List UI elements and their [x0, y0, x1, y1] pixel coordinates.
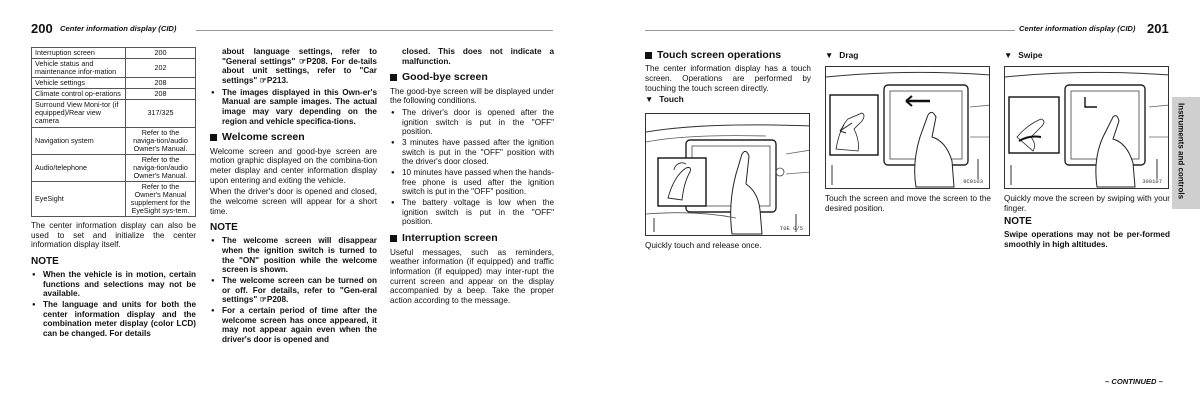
table-cell-item: Vehicle settings [32, 78, 126, 89]
note-list-continued [210, 88, 377, 127]
intro-paragraph: The center information display can also be used to set and initialize the center information display itself. [31, 221, 196, 250]
note-list [31, 270, 196, 339]
note2-heading: NOTE [210, 222, 238, 234]
swipe-drawing [1005, 67, 1169, 189]
header-rule-left [196, 30, 553, 31]
interruption-paragraph: Useful messages, such as reminders, weather information (if equipped) and traffic information (if equipped) may inter-rupt the current screen and appear on the display accompanied by a beep. Take the proper action according to the message. [390, 247, 554, 305]
table-row [32, 78, 196, 89]
table-row [32, 127, 196, 154]
swipe-note-heading: NOTE [1004, 216, 1032, 228]
swipe-heading: ▼ Swipe [1004, 50, 1043, 60]
table-cell-item: Navigation system [32, 127, 126, 154]
note2-continuation: closed. This does not indicate a malfunction. [402, 47, 554, 66]
table-cell-reference: Refer to the Owner's Manual supplement for the EyeSight sys-tem. [126, 181, 196, 216]
table-row [32, 100, 196, 127]
drag-illustration [825, 66, 990, 189]
square-bullet-icon [210, 134, 217, 141]
table-cell-item: Interruption screen [32, 48, 126, 59]
drag-caption: Touch the screen and move the screen to the desired position. [825, 194, 991, 213]
table-cell-item: Audio/telephone [32, 154, 126, 181]
table-cell-item: EyeSight [32, 181, 126, 216]
table-cell-reference: Refer to the naviga-tion/audio Owner's Manual. [126, 154, 196, 181]
drag-heading: ▼ Drag [825, 50, 859, 60]
note-continuation: about language settings, refer to "General settings" ☞P208. For de-tails about unit settings, refer to "Car settings" ☞P213. [222, 47, 377, 86]
left-col-1 [31, 47, 196, 340]
table-row [32, 48, 196, 59]
table-cell-reference: 208 [126, 78, 196, 89]
touch-ops-heading: Touch screen operations [645, 49, 811, 61]
drag-drawing [826, 67, 990, 189]
touch-heading: ▼ Touch [645, 94, 684, 105]
goodbye-item: ● 10 minutes have passed when the hands-free phone is used after the ignition switch is put in the "OFF" position. [390, 168, 554, 197]
down-triangle-icon: ▼ [1004, 50, 1013, 60]
interruption-heading: Interruption screen [390, 232, 554, 244]
table-cell-reference: 208 [126, 89, 196, 100]
note2-item: ● The welcome screen can be turned on or off. For details, refer to "Gen-eral settings" ☞P208. [210, 276, 377, 305]
header-rule-right [645, 30, 1015, 31]
page-number-left: 200 [31, 21, 53, 36]
down-triangle-icon: ▼ [645, 94, 654, 105]
table-row [32, 154, 196, 181]
right-col-3 [1004, 49, 1169, 64]
goodbye-item: ● The battery voltage is low when the ignition switch is put in the "OFF" position. [390, 198, 554, 227]
goodbye-heading: Good-bye screen [390, 71, 554, 83]
note2-item: ● The welcome screen will disappear when the ignition switch is turned to the "ON" position while the welcome screen is shown. [210, 236, 377, 275]
section-thumb-tab [1172, 97, 1200, 209]
welcome-paragraph: When the driver's door is opened and closed, the welcome screen will appear for a short time. [210, 187, 377, 216]
section-thumb-label: Instruments and controls [1176, 103, 1186, 200]
figure-code: 300107 [1142, 177, 1162, 185]
goodbye-item: ● The driver's door is opened after the ignition switch is put in the "OFF" position. [390, 108, 554, 137]
touch-drawing [646, 114, 810, 236]
figure-code: T0E 0/5 [779, 224, 803, 232]
left-col-2 [210, 47, 377, 346]
welcome-paragraph: Welcome screen and good-bye screen are motion graphic displayed on the combina-tion meter display and center information display upon entering and exiting the vehicle. [210, 146, 377, 185]
table-cell-item: Climate control op-erations [32, 89, 126, 100]
note-item: ● The language and units for both the center information display and the combination meter display (color LCD) can be changed. For details [31, 300, 196, 339]
swipe-illustration [1004, 66, 1169, 189]
welcome-heading: Welcome screen [210, 131, 377, 143]
table-cell-reference: Refer to the naviga-tion/audio Owner's Manual. [126, 127, 196, 154]
swipe-caption: Quickly move the screen by swiping with your finger. [1004, 194, 1170, 213]
note2-item: ● For a certain period of time after the welcome screen has once appeared, it may not appear again even when the driver's door is opened and [210, 306, 377, 345]
square-bullet-icon [390, 235, 397, 242]
table-row [32, 181, 196, 216]
table-cell-reference: 317/325 [126, 100, 196, 127]
table-cell-reference: 202 [126, 59, 196, 78]
table-cell-reference: 200 [126, 48, 196, 59]
touch-ops-paragraph: The center information display has a touch screen. Operations are performed by touching the touch screen directly. [645, 64, 811, 93]
touch-caption: Quickly touch and release once. [645, 241, 762, 250]
note-item: ● The images displayed in this Own-er's Manual are sample images. The actual image may vary depending on the region and vehicle specifica-tions. [210, 88, 377, 127]
table-cell-item: Surround View Moni-tor (if equipped)/Rear view camera [32, 100, 126, 127]
reference-table [31, 47, 196, 217]
header-title-right: Center information display (CID) [1019, 24, 1136, 33]
down-triangle-icon: ▼ [825, 50, 834, 60]
square-bullet-icon [645, 52, 652, 59]
right-col-1 [645, 47, 811, 108]
figure-code: 9C0103 [963, 177, 983, 185]
goodbye-item: ● 3 minutes have passed after the ignition switch is put in the "OFF" position with the driver's door closed. [390, 138, 554, 167]
table-row [32, 89, 196, 100]
note-heading: NOTE [31, 256, 59, 268]
goodbye-intro: The good-bye screen will be displayed under the following conditions. [390, 86, 554, 106]
continued-marker: – CONTINUED – [1105, 377, 1163, 386]
table-cell-item: Vehicle status and maintenance infor-mation [32, 59, 126, 78]
note-item: ● When the vehicle is in motion, certain functions and selections may not be available. [31, 270, 196, 299]
header-title-left: Center information display (CID) [60, 24, 177, 33]
goodbye-list [390, 108, 554, 227]
swipe-text-block [1004, 194, 1170, 251]
table-row [32, 59, 196, 78]
square-bullet-icon [390, 74, 397, 81]
page-number-right: 201 [1147, 21, 1169, 36]
left-col-3 [390, 47, 554, 308]
note2-list [210, 236, 377, 344]
swipe-note-text: Swipe operations may not be per-formed smoothly in high altitudes. [1004, 230, 1170, 249]
right-col-2 [825, 49, 990, 64]
touch-illustration [645, 113, 810, 236]
